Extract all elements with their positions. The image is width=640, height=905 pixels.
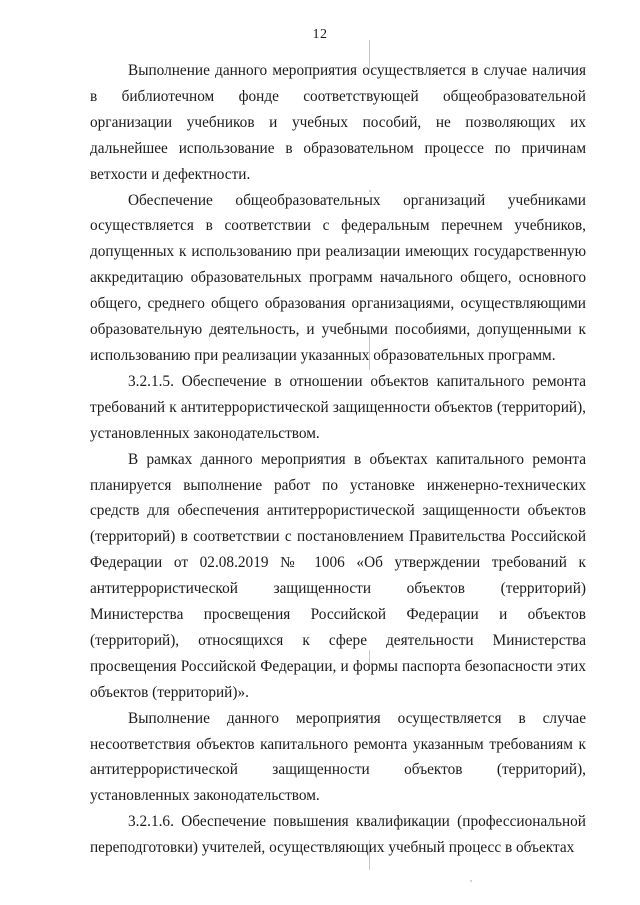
- page-number: 12: [312, 27, 328, 42]
- paragraph-antiterror-condition: Выполнение данного мероприятия осуществляется в случае несоответствия объектов капитального ремонта указанным требованиям к антитеррористической защищенности объектов (территорий), установленных законодательством.: [90, 709, 586, 805]
- document-body: [90, 58, 586, 861]
- paragraph-textbook-supply: Обеспечение общеобразовательных организаций учебниками осуществляется в соответствии с федеральным перечнем учебников, допущенных к использованию при реализации имеющих государственную аккредитацию образовательных программ начального общего, основного общего, среднего общего образования организациями, осуществляющими образовательную деятельность, и учебными пособиями, допущенными к использованию при реализации указанных образовательных программ.: [90, 191, 586, 364]
- section-3-2-1-5-heading: 3.2.1.5. Обеспечение в отношении объектов капитального ремонта требований к антитеррористической защищенности объектов (территорий), установленных законодательством.: [90, 372, 586, 442]
- scan-artifact-dot: [470, 880, 472, 882]
- section-3-2-1-6-heading: 3.2.1.6. Обеспечение повышения квалификации (профессиональной переподготовки) учителей, осуществляющих учебный процесс в объектах: [90, 813, 586, 857]
- paragraph-antiterror-works: В рамках данного мероприятия в объектах капитального ремонта планируется выполнение работ по установке инженерно-технических средств для обеспечения антитеррористической защищенности объектов (территорий) в соответствии с постановлением Правительства Российской Федерации от 02.08.2019 № 1006 «Об утверждении требований к антитеррористической защищенности объектов (территорий) Министерства просвещения Российской Федерации и объектов (территорий), относящихся к сфере деятельности Министерства просвещения Российской Федерации, и формы паспорта безопасности этих объектов (территорий)».: [90, 450, 586, 701]
- paragraph-condition-textbooks: Выполнение данного мероприятия осуществляется в случае наличия в библиотечном фонде соответствующей общеобразовательной организации учебников и учебных пособий, не позволяющих их дальнейшее использование в образовательном процессе по причинам ветхости и дефектности.: [90, 62, 586, 183]
